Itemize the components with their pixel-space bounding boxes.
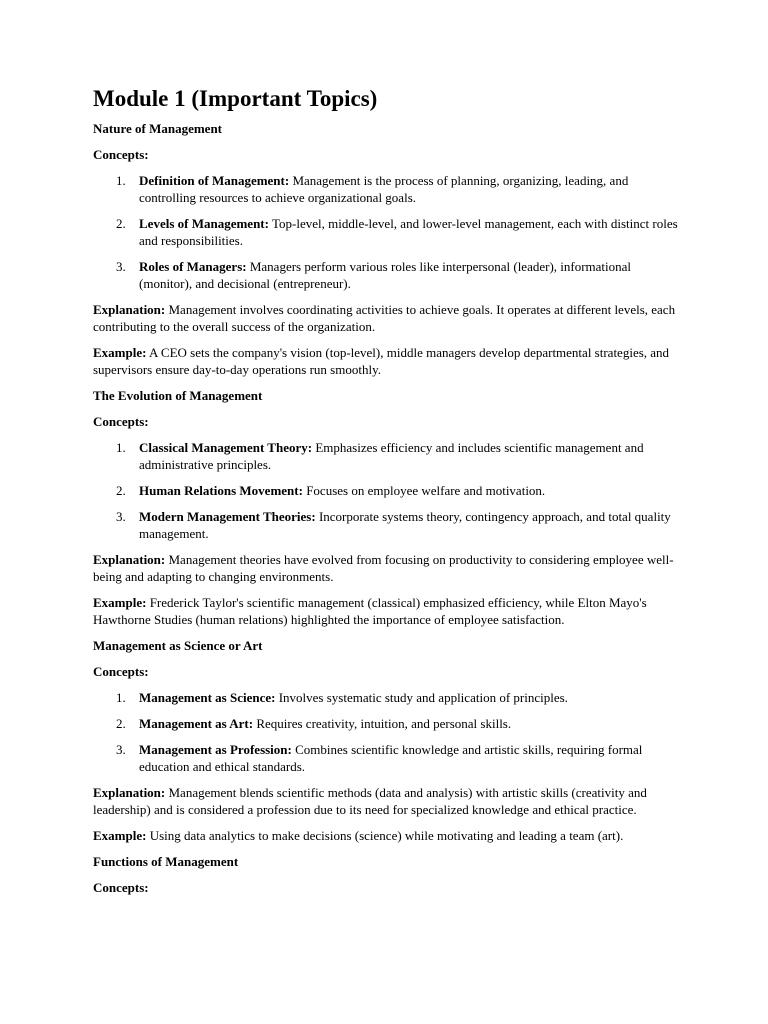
example-text: Frederick Taylor's scientific management (classical) emphasized efficiency, while Elton Mayo's Hawthorne Studies (human relations) highlighted the importance of employee satisfaction. — [93, 595, 647, 627]
list-item — [93, 215, 683, 249]
list-item-text: Combines scientific knowledge and artistic skills, requiring formal education and ethical standards. — [139, 742, 643, 774]
list-item-number: 1. — [116, 690, 126, 705]
concept-list — [93, 172, 683, 292]
explanation-paragraph — [93, 551, 683, 585]
list-item — [93, 689, 683, 706]
concept-list — [93, 439, 683, 542]
explanation-paragraph — [93, 784, 683, 818]
section-science-or-art — [93, 637, 683, 844]
example-paragraph — [93, 827, 683, 844]
explanation-label: Explanation: — [93, 302, 166, 317]
explanation-paragraph — [93, 301, 683, 335]
section-heading: Management as Science or Art — [93, 638, 263, 653]
list-item — [93, 508, 683, 542]
list-item-text: Top-level, middle-level, and lower-level management, each with distinct roles and responsibilities. — [139, 216, 678, 248]
list-item-number: 3. — [116, 259, 126, 274]
list-item-number: 1. — [116, 440, 126, 455]
list-item — [93, 715, 683, 732]
section-functions-of-management — [93, 853, 683, 896]
list-item-term: Modern Management Theories: — [139, 509, 316, 524]
concepts-label: Concepts: — [93, 880, 149, 895]
concepts-label: Concepts: — [93, 664, 149, 679]
list-item-text: Focuses on employee welfare and motivation. — [306, 483, 546, 498]
list-item — [93, 258, 683, 292]
list-item-text: Emphasizes efficiency and includes scientific management and administrative principles. — [139, 440, 644, 472]
list-item-number: 2. — [116, 716, 126, 731]
list-item-text: Management is the process of planning, organizing, leading, and controlling resources to achieve organizational goals. — [139, 173, 629, 205]
list-item-term: Definition of Management: — [139, 173, 290, 188]
document-page — [93, 84, 683, 905]
section-heading: The Evolution of Management — [93, 388, 263, 403]
example-paragraph — [93, 594, 683, 628]
list-item-term: Classical Management Theory: — [139, 440, 313, 455]
list-item-term: Management as Profession: — [139, 742, 292, 757]
explanation-label: Explanation: — [93, 785, 166, 800]
list-item — [93, 482, 683, 499]
section-heading: Nature of Management — [93, 121, 223, 136]
list-item-text: Requires creativity, intuition, and personal skills. — [256, 716, 512, 731]
list-item — [93, 172, 683, 206]
example-label: Example: — [93, 345, 147, 360]
list-item-number: 2. — [116, 216, 126, 231]
list-item — [93, 741, 683, 775]
list-item-text: Involves systematic study and application of principles. — [278, 690, 568, 705]
concepts-label: Concepts: — [93, 414, 149, 429]
example-label: Example: — [93, 595, 147, 610]
list-item-number: 3. — [116, 742, 126, 757]
list-item-number: 3. — [116, 509, 126, 524]
list-item — [93, 439, 683, 473]
list-item-text: Incorporate systems theory, contingency approach, and total quality management. — [139, 509, 671, 541]
list-item-term: Roles of Managers: — [139, 259, 247, 274]
section-evolution-of-management — [93, 387, 683, 628]
section-nature-of-management — [93, 120, 683, 378]
explanation-text: Management blends scientific methods (data and analysis) with artistic skills (creativity and leadership) and is considered a profession due to its need for specialized knowledge and ethical practice. — [93, 785, 647, 817]
explanation-text: Management theories have evolved from focusing on productivity to considering employee well-being and adapting to changing environments. — [93, 552, 674, 584]
concepts-label: Concepts: — [93, 147, 149, 162]
list-item-text: Managers perform various roles like interpersonal (leader), informational (monitor), and decisional (entrepreneur). — [139, 259, 632, 291]
list-item-number: 2. — [116, 483, 126, 498]
section-heading: Functions of Management — [93, 854, 239, 869]
concept-list — [93, 689, 683, 775]
list-item-term: Human Relations Movement: — [139, 483, 303, 498]
list-item-number: 1. — [116, 173, 126, 188]
example-text: A CEO sets the company's vision (top-level), middle managers develop departmental strategies, and supervisors ensure day-to-day operations run smoothly. — [93, 345, 670, 377]
list-item-term: Management as Science: — [139, 690, 276, 705]
explanation-text: Management involves coordinating activities to achieve goals. It operates at different levels, each contributing to the overall success of the organization. — [93, 302, 676, 334]
example-text: Using data analytics to make decisions (science) while motivating and leading a team (art). — [149, 828, 624, 843]
example-label: Example: — [93, 828, 147, 843]
list-item-term: Levels of Management: — [139, 216, 269, 231]
explanation-label: Explanation: — [93, 552, 166, 567]
example-paragraph — [93, 344, 683, 378]
list-item-term: Management as Art: — [139, 716, 254, 731]
document-title: Module 1 (Important Topics) — [93, 86, 378, 111]
